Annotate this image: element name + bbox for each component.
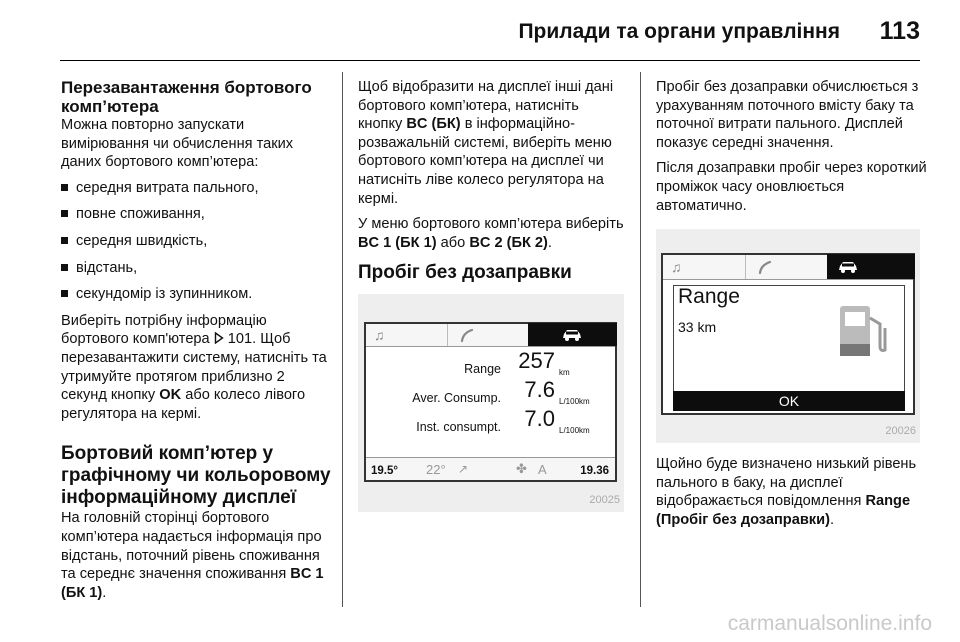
range-warning-figure [656,229,920,443]
ok-button-label: OK [778,393,800,410]
range-heading: Пробіг без дозаправки [358,262,572,284]
warning-value: 33 km [678,319,717,336]
clock-time: 19.36 [580,465,609,478]
range-explanation: Пробіг без дозаправки обчислюється з урахуванням поточного вмісту баку та поточної витрати пального. Дисплей показує середні значення. [656,79,919,151]
list-item: середня швидкість, [61,232,331,251]
tab-audio [663,255,746,279]
tab-audio [366,324,448,346]
trip-unit: km [559,368,570,378]
trip-row-instant [366,406,615,436]
list-item: відстань, [61,259,331,278]
section-title: Прилади та органи управління [518,20,840,43]
warning-title: Range [678,285,740,309]
graphic-display-heading: Бортовий комп’ютер у графічному чи кольоровому інформаційному дисплеї [61,443,331,509]
list-item: середня витрата пального, [61,179,331,198]
trip-row-range [366,348,615,378]
low-fuel-text: Щойно буде визначено низький рівень пального в баку, на дисплеї відображається повідомлення Range (Пробіг без дозаправки). [656,456,917,528]
range-update: Після дозаправки пробіг через короткий проміжок часу оновлюється автоматично. [656,160,927,214]
ok-key-label: OK [159,387,182,404]
ok-button[interactable] [673,391,905,411]
display-screen [661,253,915,415]
trip-row-average [366,377,615,407]
watermark: carmanualsonline.info [727,612,932,635]
trip-unit: L/100km [559,426,590,436]
car-icon [561,328,583,342]
phone-icon [757,259,773,275]
figure-number: 20026 [885,424,916,437]
list-item: повне споживання, [61,205,331,224]
display-tab-bar [366,324,615,347]
page-reference-arrow-icon [214,332,224,344]
header-rule [60,60,920,61]
climate-mode: A [538,462,547,478]
trip-computer-figure [358,294,624,512]
trip-value: 257 [518,348,555,374]
display-tab-bar [663,255,913,280]
tab-vehicle [827,254,915,279]
reset-instructions: Виберіть потрібну інформацію бортового комп'ютера 101. Щоб перезавантажити систему, натисніть та утримуйте протягом приблизно 2 секунд кнопку OK або колесо лівого регулятора на кермі. [61,312,327,422]
figure-number: 20025 [589,493,620,506]
music-note-icon: ♫ [671,259,682,276]
display-status-bar [366,457,615,480]
page-header [0,0,960,62]
tab-vehicle [528,323,617,346]
page-number: 113 [879,17,920,45]
reset-list [61,179,331,304]
trip-label: Range [464,362,501,377]
reset-intro: Можна повторно запускати вимірювання чи обчислення таких даних бортового комп’ютера: [61,117,294,171]
trip-value: 7.0 [524,406,555,432]
outside-temperature: 19.5° [371,465,398,478]
climate-temperature: 22° [426,462,446,478]
tab-phone [745,255,828,279]
display-screen [364,322,617,482]
reset-heading: Перезавантаження бортового комп’ютера [61,78,312,116]
car-icon [837,260,859,274]
column-divider [640,72,641,607]
range-warning-panel [673,285,905,411]
air-direction-icon: ↗ [458,462,469,477]
fan-icon: ✤ [516,461,527,477]
trip-unit: L/100km [559,397,590,407]
list-item: секундомір із зупинником. [61,285,331,304]
column-3 [656,78,931,537]
column-divider [342,72,343,607]
bc-menu-select: У меню бортового комп’ютера виберіть BC 1 (БК 1) або BC 2 (БК 2). [358,216,624,251]
column-1 [61,78,331,609]
music-note-icon: ♫ [374,327,385,344]
graphic-display-text: На головній сторінці бортового комп’ютера надається інформація про відстань, поточний рівень споживання та середнє значення споживання BC 1 (БК 1). [61,510,324,601]
trip-value: 7.6 [524,377,555,403]
fuel-pump-icon [834,304,892,360]
column-2 [358,78,626,512]
tab-phone [447,324,529,346]
trip-label: Aver. Consump. [412,391,501,406]
trip-label: Inst. consumpt. [416,420,501,435]
phone-icon [459,327,475,343]
bc-instructions: Щоб відобразити на дисплеї інші дані бортового комп’ютера, натисніть кнопку BC (БК) в інформаційно-розважальній системі, виберіть меню бортового комп’ютера на дисплеї чи натисніть ліве колесо регулятора на кермі. [358,79,614,207]
